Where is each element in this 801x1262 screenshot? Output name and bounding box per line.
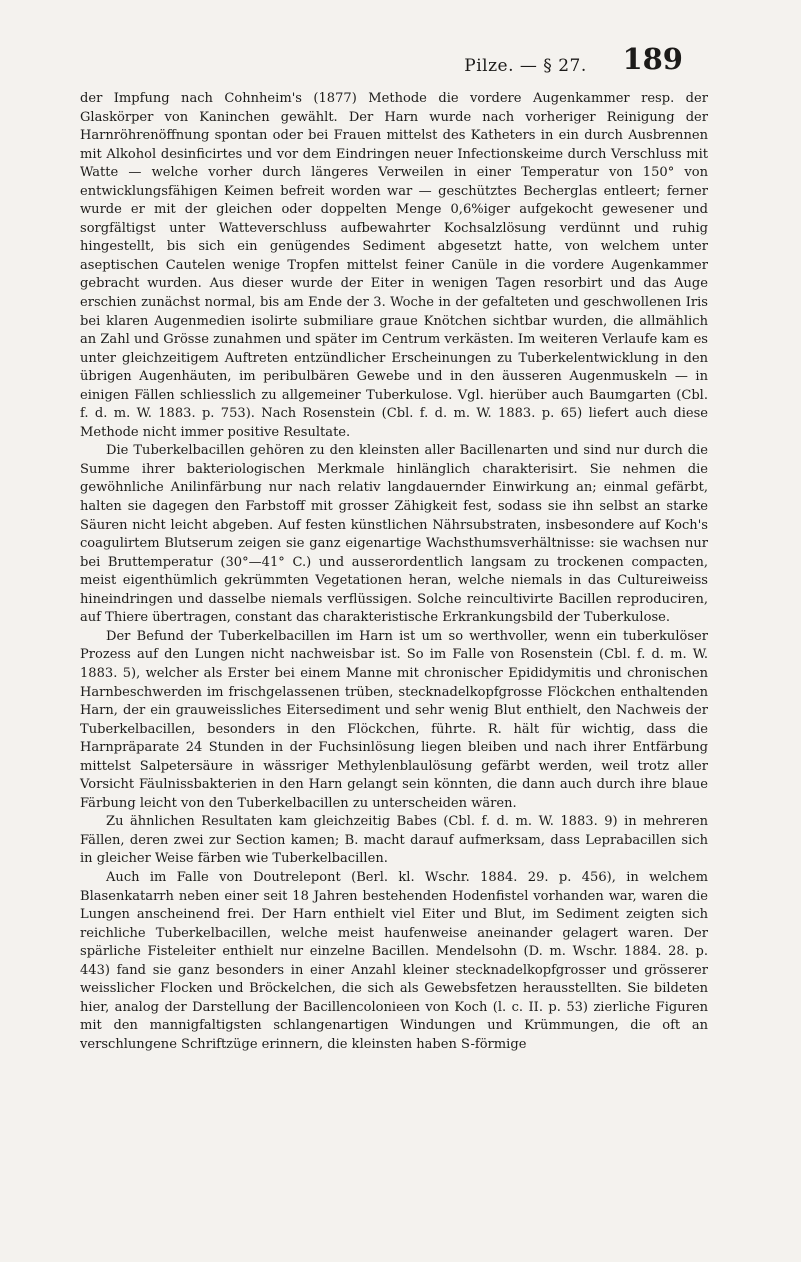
paragraph-1: der Impfung nach Cohnheim's (1877) Methode die vordere Augenkammer resp. der Glaskörper von Kaninchen gewählt. Der Harn wurde nach vorheriger Reinigung der Harnröhrenöffnung spontan oder bei Frauen mittelst des Katheters in ein durch Ausbrennen mit Alkohol desinficirtes und vor dem Eindringen neuer Infectionskeime durch Verschluss mit Watte — welche vorher durch längeres Verweilen in einer Temperatur von 150° von entwicklungsfähigen Keimen befreit worden war — geschütztes Becherglas entleert; ferner wurde er mit der gleichen oder doppelten Menge 0,6%iger aufgekocht gewesener und sorgfältigst unter Watteverschluss aufbewahrter Kochsalzlösung verdünnt und ruhig hingestellt, bis sich ein genügendes Sediment abgesetzt hatte, von welchem unter aseptischen Cautelen wenige Tropfen mittelst feiner Canüle in die vordere Augenkammer gebracht wurden. Aus dieser wurde der Eiter in wenigen Tagen resorbirt und das Auge erschien zunächst normal, bis am Ende der 3. Woche in der gefalteten und geschwollenen Iris bei klaren Augenmedien isolirte submiliare graue Knötchen sichtbar wurden, die allmählich an Zahl und Grösse zunahmen und später im Centrum verkästen. Im weiteren Verlaufe kam es unter gleichzeitigem Auftreten entzündlicher Erscheinungen zu Tuberkelentwicklung in den übrigen Augenhäuten, im peribulbären Gewebe und in den äusseren Augenmuskeln — in einigen Fällen schliesslich zu allgemeiner Tuberkulose. Vgl. hierüber auch Baumgarten (Cbl. f. d. m. W. 1883. p. 753). Nach Rosenstein (Cbl. f. d. m. W. 1883. p. 65) liefert auch diese Methode nicht immer positive Resultate.	[80, 91, 708, 440]
paragraph-4: Zu ähnlichen Resultaten kam gleichzeitig Babes (Cbl. f. d. m. W. 1883. 9) in mehreren Fällen, deren zwei zur Section kamen; B. macht darauf aufmerksam, dass Leprabacillen sich in gleicher Weise färben wie Tuberkelbacillen.	[80, 814, 708, 867]
page-header	[0, 44, 801, 74]
page-number: 189	[622, 42, 683, 76]
running-title: Pilze. — § 27.	[464, 56, 587, 76]
paragraph-2: Die Tuberkelbacillen gehören zu den kleinsten aller Bacillenarten und sind nur durch die Summe ihrer bakteriologischen Merkmale hinlänglich charakterisirt. Sie nehmen die gewöhnliche Anilinfärbung nur nach relativ langdauernder Einwirkung an; einmal gefärbt, halten sie dagegen den Farbstoff mit grosser Zähigkeit fest, sodass sie ihn selbst an starke Säuren nicht leicht abgeben. Auf festen künstlichen Nährsubstraten, insbesondere auf Koch's coagulirtem Blutserum zeigen sie ganz eigenartige Wachsthumsverhältnisse: sie wachsen nur bei Bruttemperatur (30°—41° C.) und ausserordentlich langsam zu trockenen compacten, meist eigenthümlich gekrümmten Vegetationen heran, welche niemals in das Cultureiweiss hineindringen und dasselbe niemals verflüssigen. Solche reincultivirte Bacillen reproduciren, auf Thiere übertragen, constant das charakteristische Erkrankungsbild der Tuberkulose.	[80, 443, 708, 626]
body-text	[80, 90, 708, 1054]
paragraph-3: Der Befund der Tuberkelbacillen im Harn ist um so werthvoller, wenn ein tuberkulöser Prozess auf den Lungen nicht nachweisbar ist. So im Falle von Rosenstein (Cbl. f. d. m. W. 1883. 5), welcher als Erster bei einem Manne mit chronischer Epididymitis und chronischen Harnbeschwerden im frischgelassenen trüben, stecknadelkopfgrosse Flöckchen enthaltenden Harn, der ein grauweissliches Eitersediment und sehr wenig Blut enthielt, den Nachweis der Tuberkelbacillen, besonders in den Flöckchen, führte. R. hält für wichtig, dass die Harnpräparate 24 Stunden in der Fuchsinlösung liegen bleiben und nach ihrer Entfärbung mittelst Salpetersäure in wässriger Methylenblaulösung gefärbt werden, weil trotz aller Vorsicht Fäulnissbakterien in den Harn gelangt sein könnten, die dann auch durch ihre blaue Färbung leicht von den Tuberkelbacillen zu unterscheiden wären.	[80, 628, 708, 811]
paragraph-5: Auch im Falle von Doutrelepont (Berl. kl. Wschr. 1884. 29. p. 456), in welchem Blasenkatarrh neben einer seit 18 Jahren bestehenden Hodenfistel vorhanden war, waren die Lungen anscheinend frei. Der Harn enthielt viel Eiter und Blut, im Sediment zeigten sich reichliche Tuberkelbacillen, welche meist haufenweise aneinander gelagert waren. Der spärliche Fisteleiter enthielt nur einzelne Bacillen. Mendelsohn (D. m. Wschr. 1884. 28. p. 443) fand sie ganz besonders in einer Anzahl kleiner stecknadelkopfgrosser und grösserer weisslicher Flocken und Bröckelchen, die sich als Gewebsfetzen herausstellten. Sie bildeten hier, analog der Darstellung der Bacillencolonieen von Koch (l. c. II. p. 53) zierliche Figuren mit den mannigfaltigsten schlangenartigen Windungen und Krümmungen, die oft an verschlungene Schriftzüge erinnern, die kleinsten haben S-förmige	[80, 869, 708, 1052]
